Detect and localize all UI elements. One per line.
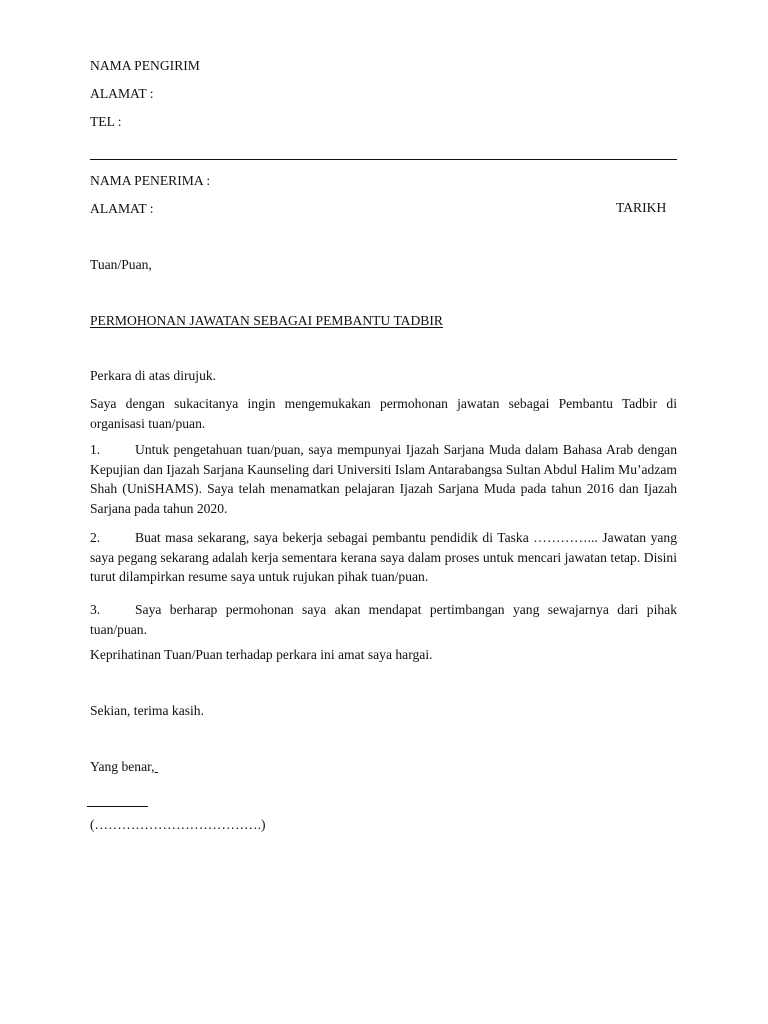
sender-address-label: ALAMAT : — [90, 86, 154, 101]
closing-line: Sekian, terima kasih. — [90, 703, 205, 718]
appreciation-line: Keprihatinan Tuan/Puan terhadap perkara ini amat saya hargai. — [90, 647, 433, 662]
intro-paragraph: Saya dengan sukacitanya ingin mengemukakan permohonan jawatan sebagai Pembantu Tadbir di organisasi tuan/puan. — [90, 396, 677, 431]
header-divider — [90, 159, 677, 160]
sender-name-label: NAMA PENGIRIM — [90, 58, 200, 73]
point-1-number: 1. — [90, 442, 101, 457]
point-3-number: 3. — [90, 602, 101, 617]
date-label: TARIKH — [616, 200, 667, 215]
signature-line — [87, 806, 148, 807]
recipient-name-label: NAMA PENERIMA : — [90, 173, 211, 188]
point-1 — [90, 440, 677, 518]
point-3 — [90, 600, 677, 639]
point-2-text: Buat masa sekarang, saya bekerja sebagai pembantu pendidik di Taska …………... Jawatan yang saya pegang sekarang adalah kerja sementara kerana saya dalam proses untuk mencari jawatan tetap. Disini turut dilampirkan resume saya untuk rujukan pihak tuan/puan. — [90, 530, 677, 584]
sign-off-underscore — [155, 759, 158, 774]
recipient-address-label: ALAMAT : — [90, 201, 154, 216]
sign-off-text: Yang benar, — [90, 759, 155, 774]
point-2-number: 2. — [90, 530, 101, 545]
reference-line: Perkara di atas dirujuk. — [90, 368, 217, 383]
point-2 — [90, 528, 677, 587]
salutation: Tuan/Puan, — [90, 257, 152, 272]
point-3-text: Saya berharap permohonan saya akan mendapat pertimbangan yang sewajarnya dari pihak tuan/puan. — [90, 602, 677, 637]
sender-tel-label: TEL : — [90, 114, 122, 129]
sign-off — [90, 759, 158, 775]
letter-subject: PERMOHONAN JAWATAN SEBAGAI PEMBANTU TADBIR — [90, 313, 443, 328]
point-1-text: Untuk pengetahuan tuan/puan, saya mempunyai Ijazah Sarjana Muda dalam Bahasa Arab dengan Kepujian dan Ijazah Sarjana Kaunseling dari Universiti Islam Antarabangsa Sultan Abdul Halim Mu’adzam Shah (UniSHAMS). Saya telah menamatkan pelajaran Ijazah Sarjana Muda pada tahun 2016 dan Ijazah Sarjana pada tahun 2020. — [90, 442, 677, 516]
signature-name-placeholder: (……………………………….) — [90, 817, 266, 832]
